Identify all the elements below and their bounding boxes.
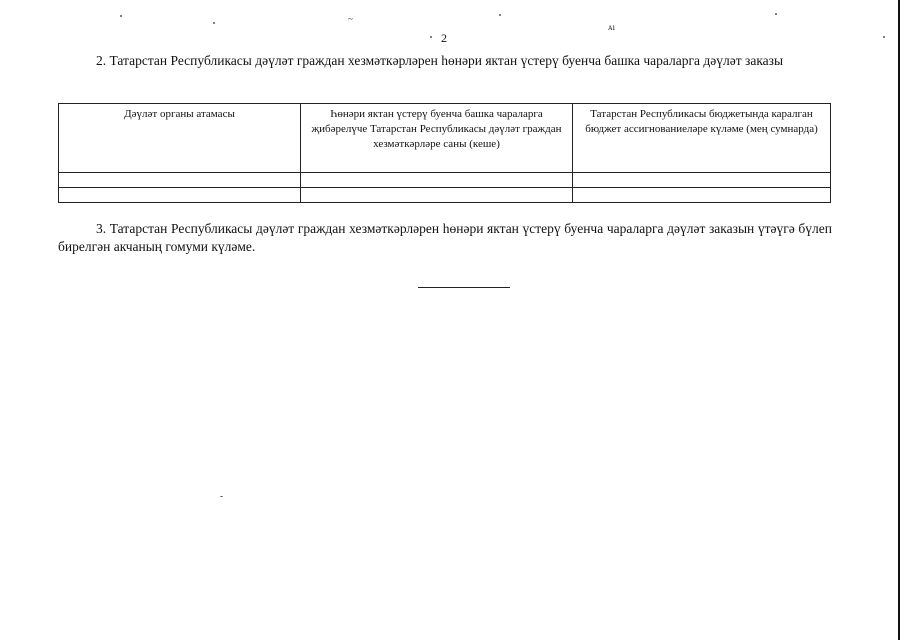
header-agency-name: Дәүләт органы атамасы	[59, 104, 301, 173]
scan-speck	[220, 496, 223, 497]
table-cell	[573, 173, 831, 188]
table-cell	[573, 188, 831, 203]
scan-speck	[430, 36, 432, 38]
table-cell	[301, 188, 573, 203]
table-cell	[59, 173, 301, 188]
state-order-table	[58, 103, 831, 203]
scan-speck	[499, 14, 501, 16]
scan-speck	[775, 13, 777, 15]
table-cell	[59, 188, 301, 203]
table-row	[59, 188, 831, 203]
paragraph-3: 3. Татарстан Республикасы дәүләт граждан хезмәткәрләрен һөнәри яктан үстерү буенча чараларга дәүләт заказын үтәүгә бүлеп бирелгән акчаның гомуми күләме.	[58, 221, 832, 254]
header-budget-allocation: Татарстан Республикасы бюджетында каралган бюджет ассигнованиеләре күләме (мең сумнарда)	[573, 104, 831, 173]
scan-edge-line	[898, 0, 900, 640]
scan-artifact: ~	[348, 14, 353, 24]
table-header-row	[59, 104, 831, 173]
scan-speck	[883, 36, 885, 38]
scan-speck	[120, 15, 122, 17]
header-employee-count: Һөнәри яктан үстерү буенча башка чараларга җибәрелүче Татарстан Республикасы дәүләт граждан хезмәткәрләре саны (кеше)	[301, 104, 573, 173]
page-number: 2	[441, 31, 447, 45]
table-cell	[301, 173, 573, 188]
scan-artifact: ᴀı	[608, 22, 616, 32]
scan-speck	[213, 22, 215, 24]
table-row	[59, 173, 831, 188]
paragraph-2: 2. Татарстан Республикасы дәүләт граждан хезмәткәрләрен һөнәри яктан үстерү буенча башка чараларга дәүләт заказы	[96, 53, 784, 68]
closing-rule	[418, 287, 510, 288]
